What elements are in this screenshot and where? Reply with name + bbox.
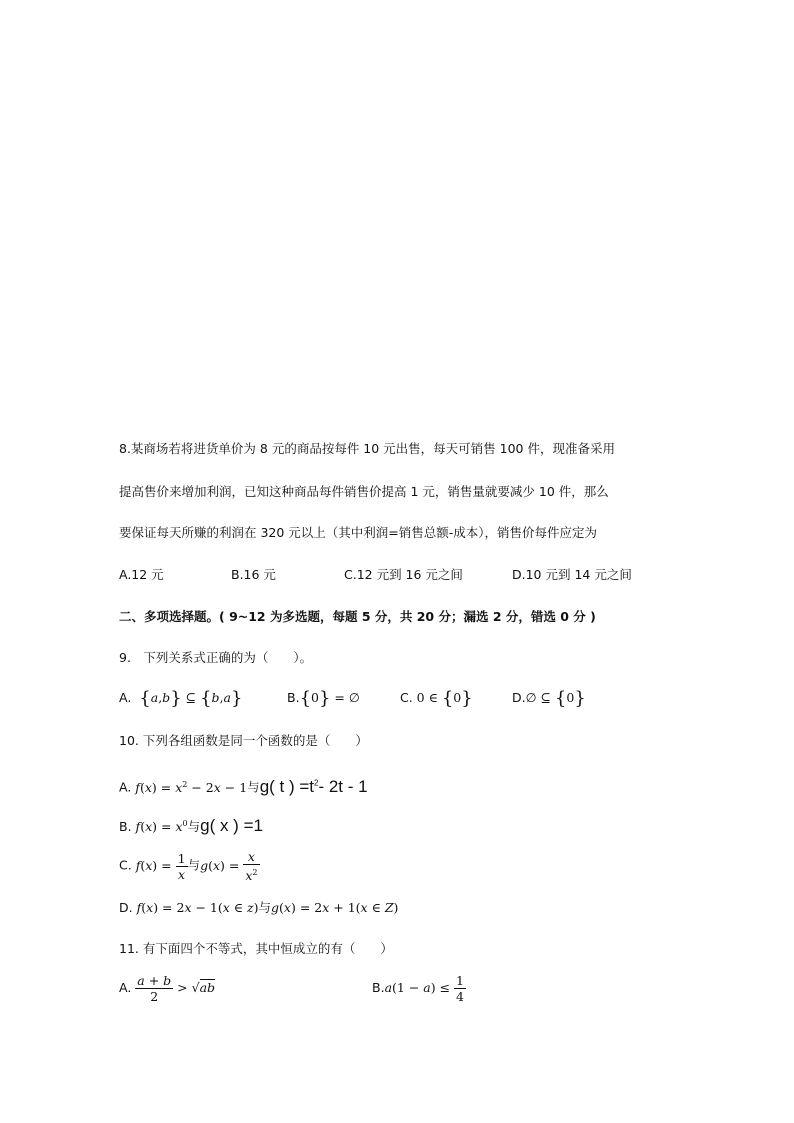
q11-option-b-label: B. (372, 980, 385, 995)
q11-stem: 11. 有下面四个不等式，其中恒成立的有（ ） (119, 941, 393, 956)
q10-option-a-formula: $f(x) = x^2 - 2x - 1$ (135, 779, 248, 795)
q10-option-b-formula-2: g( x ) =1 (200, 816, 263, 836)
q10-option-a (119, 775, 368, 796)
q9-option-a (119, 690, 242, 707)
q9-stem: 9. 下列关系式正确的为（ ）。 (119, 650, 313, 665)
q10-option-d-formula-2: g(x) = 2x + 1(x ∈ Z) (271, 900, 399, 915)
q10-option-b-label: B. (119, 819, 132, 835)
q9-option-c (400, 690, 473, 707)
q10-option-c (119, 849, 260, 883)
q9-option-d (512, 690, 586, 707)
q10-option-c-formula-2: g(x) = $\frac{x}{x^2}$ (200, 849, 258, 884)
q10-option-b-connector: 与 (187, 819, 201, 835)
q10-option-c-connector: 与 (187, 857, 201, 873)
section-2-heading: 二、多项选择题。( 9~12 为多选题，每题 5 分，共 20 分；漏选 2 分，错选 0 分 ) (119, 609, 596, 624)
q10-option-d-label: D. (119, 900, 133, 915)
q8-option-d: D.10 元到 14 元之间 (512, 567, 632, 582)
q9-option-b-formula: {0} = ∅ (299, 688, 360, 709)
q8-stem-line-2: 提高售价来增加利润，已知这种商品每件销售价提高 1 元，销售量就要减少 10 件，那么 (119, 484, 609, 499)
q9-option-c-label: C. (400, 690, 413, 705)
q10-option-d-formula: f(x) = 2x − 1(x ∈ z) (136, 900, 259, 915)
q9-option-c-formula: 0 ∈ {0} (412, 688, 473, 709)
q10-option-a-connector: 与 (247, 779, 260, 795)
q10-option-d (119, 900, 398, 916)
q9-option-a-label: A. (119, 690, 132, 705)
q10-option-a-label: A. (119, 779, 132, 795)
q11-option-a-formula: $\frac{a + b}{2}$ > √ab (137, 973, 216, 1004)
q11-option-a (119, 973, 215, 1004)
q10-option-b (119, 816, 263, 835)
q10-option-c-formula: f(x) = $\frac{1}{x}$ (135, 850, 186, 882)
q11-option-b (372, 973, 466, 1004)
q10-option-d-connector: 与 (258, 900, 272, 915)
q9-option-d-formula: ∅ ⊆ {0} (525, 688, 586, 709)
q9-option-b-label: B. (287, 690, 300, 705)
q9-option-a-formula: {a,b} ⊆ {b,a} (139, 688, 243, 709)
q11-option-a-label: A. (119, 980, 132, 995)
q10-stem: 10. 下列各组函数是同一个函数的是（ ） (119, 733, 368, 748)
q8-option-c: C.12 元到 16 元之间 (344, 567, 463, 582)
q8-stem-line-1: 8.某商场若将进货单价为 8 元的商品按每件 10 元出售，每天可销售 100 件，现准备采用 (119, 441, 615, 456)
q8-stem-line-3: 要保证每天所赚的利润在 320 元以上（其中利润=销售总额-成本），销售价每件应定为 (119, 525, 598, 540)
q11-option-b-formula: a(1 − a) ≤ $\frac{1}{4}$ (384, 973, 464, 1004)
q9-option-b (287, 690, 360, 707)
q8-option-a: A.12 元 (119, 567, 164, 582)
q10-option-a-formula-2: g( t ) $=t^2-$ 2t - 1 (259, 776, 368, 796)
q9-option-d-label: D. (512, 690, 526, 705)
q10-option-b-formula: $f(x) = x^0$ (135, 819, 188, 835)
q8-option-b: B.16 元 (231, 567, 276, 582)
q10-option-c-label: C. (119, 857, 132, 873)
